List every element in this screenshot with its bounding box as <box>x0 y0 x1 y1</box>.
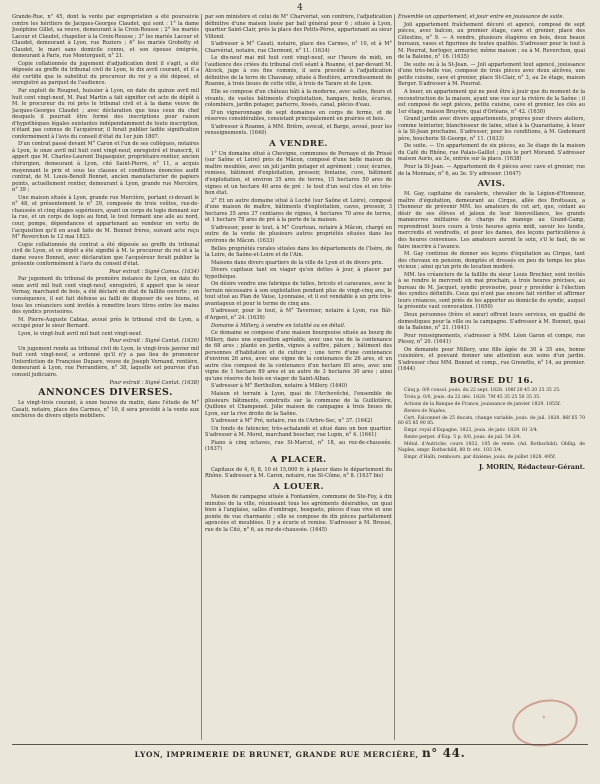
paragraph: De suite. — Un appartement de six pièces, au 3e étage de la maison du Café du Rhône, rue Palais-Gaillot ; puis le port Morand. S'adresser maison Aurio, au 3e, entrée sur la place. (1638) <box>398 143 585 163</box>
paragraph: S'adresser à M° Berthollon, notaire à Millery. (1640) <box>211 383 348 390</box>
bourse-line: Métal. d'Autriche, cours 1832, 105 de rente. (Ad. Rothschild). Obllig. de Naples, empr. Rothschild, 80 fr. etc. 103 3/4. <box>398 442 585 454</box>
paragraph: D'un contrat passé devant M° Caron et l'un de ses collègues, notaires à Lyon, le onze avril mil huit cent vingt-neuf, enregistré et transcrit, il appert que M. Charles-Laurent Dupasquier, propriétaire-rentier, ancien chirurgien, demeurant à Lyon, cité Saint-Pierre, n° 11, a acquis moyennant le prix et sous les clauses et conditions énoncées audit contrat, de M. Louis-Benoît Bonnet, ancien manufacturier de papiers peints, actuellement rentier, demeurant à Lyon, grande rue Mercière, n° 39 ; <box>12 141 199 194</box>
section-heading-bourse: BOURSE DU 16. <box>449 375 534 386</box>
bourse-line: Cinq p. 0/0 consol. jouis. du 22 sept. 1828. 108f 20 45 20 25 35 25. <box>404 387 561 393</box>
paragraph: Par jugement du tribunal de première instance de Lyon, en date du onze avril mil huit cent vingt-neuf, enregistré, il appert que le sieur Vernay, marchand de bois, a été déclaré en état de faillite ouverte ; en conséquence, il est fait défense au failli de disposer de ses biens, et tous les créanciers sont invités à remettre leurs titres entre les mains des syndics provisoires. <box>12 276 199 316</box>
paragraph: M. Pierre-Auguste Cabias, avoué près le tribunal civil de Lyon, a occupé pour le sieur Bernard. <box>12 316 199 330</box>
section-heading-annonces: ANNONCES DIVERSES. <box>38 387 173 399</box>
paragraph: par son ministère et celui de M° Charvériat, son confrère, l'adjudication définitive d'une maison louée par bail général pour 6 ; située à Lyon, quartier Saint-Clair, près la place des Petits-Pères, appartenant au sieur Villond. <box>205 14 392 40</box>
bourse-line: Actions de la Banque de France, jouissance de janvier 1829. 1855f. <box>404 401 561 407</box>
section-heading-a-vendre: A VENDRE. <box>269 138 328 149</box>
bourse-line: Empr. royal d'Espagne, 1823, jouis. de janv. 1829. 81 3/4. <box>404 428 539 434</box>
paragraph: Copie collationnée du jugement d'adjudication dont il s'agit, a été déposée au greffe du tribunal civil de Lyon, le dix avril courant, et il a été certifié que le substitut du procureur du roi y a été déposé, et enregistré au parquet de l'audience. <box>12 60 199 87</box>
paragraph: Grande-Rue, n° 45, dont la vente par expropriation a été poursuivie contre les héritiers de Jacques-Georges Claudet, qui sont : 1° la dame Joséphine Gillet, sa veuve, demeurant à la Croix-Rousse ; 2° les mariés Lacour et Claudet, chapelier à la Croix-Rousse ; 3° les mariés Lacour et Claudet, demeurant à Lyon, rue Roziers ; 4° les mariés Grobotty et Claudet, le mari sans domicile connu, et son épouse émigrée, demeurant à Paris, rue Montorgueil, n° 21. <box>12 14 199 60</box>
paragraph: S'adresser, pour le tout, à M° Tavernier, notaire à Lyon, rue Bât-d'Argent, n° 24. (1639) <box>205 308 392 321</box>
library-stamp: ✦ <box>508 694 582 753</box>
paragraph: MM. les créanciers de la faillite du sieur Louis Brochier, sont invités à se rendre le mercredi six mai prochain, à trois heures précises, au bureau de M. Jacquet, syndic provisoire, pour y procéder à l'élection des syndics définitifs. Ceux qui n'ont pas encore fait vérifier et affirmer leurs créances, sont priés de les apporter au domicile du syndic, auquel la présente vaut convocation. (1650) <box>398 271 585 311</box>
paragraph: S'adresser à M° Casati, notaire, place des Carmes, n° 10, et à M° Charvériat, notaire, rue Clermont, n° 11. (1634) <box>205 41 392 54</box>
paragraph: Maisons dans divers quartiers de la ville de Lyon et de divers prix. <box>211 259 384 266</box>
signature: Pour extrait : Signé Cantat. (1638) <box>109 379 199 386</box>
paragraph: S'adresser à Roanne, à MM. Brière, avocat, et Barge, avoué, pour les renseignements. (1640) <box>205 123 392 137</box>
paragraph: Ce domaine se compose d'une maison bourgeoise située au bourg de Millery, dans une exposition agréable, avec une vue de la contenance de 68 ares ; planté en jardin, vignes à suffire, pâture ; bâtiment des personnes d'habitation et de culture ; une terre d'une contenance d'environ 26 ares, avec une vigne de la contenance de 26 ares, et un autre clos composé de la contenance d'un hectare 85 ares, avec une vigne de 1 hectare 89 ares et un autre de 3 hectares 30 ares ; ainsi qu'une réserve de bois en viager de Saint-Alban. <box>205 330 392 382</box>
paragraph: Copie collationnée du contrat a été déposée au greffe du tribunal civil de Lyon, et ce dépôt a été signifié à M. le procureur du roi et à la dame veuve Bonnet, avec déclaration que l'acquéreur ferait publier la présente conformément à l'avis du conseil d'état. <box>12 241 199 268</box>
paragraph: Deux personnes (frère et sœur) offrent leurs services, en qualité de domestiques pour la ville ou la campagne. S'adresser à M. Bonnet, quai de la Baleine, n° 21. (1641) <box>398 311 585 332</box>
paragraph: Domaine à Millery, à vendre en totalité ou en détail. <box>211 322 346 329</box>
paragraph: Le dix-neuf mai mil huit cent vingt-neuf, sur l'heure de midi, en l'audience des criées du tribunal civil séant à Roanne, et par-devant M. Alcock, juge à ces fins commis, il sera procédé à l'adjudication définitive de la terre de Chavanay, située à Boutière, arrondissement de Roanne, à trois lieues de cette ville, à trois de Tarare et de Lyon. <box>205 55 392 88</box>
bourse-line: Empr. d'Haïti, rembours. par dixième, jouis. de juillet 1828. 495f. <box>404 454 557 460</box>
paragraph: Par exploit de Rougnet, huissier à Lyon, en date du quinze avril mil huit cent vingt-neuf, M. Paul Martin a fait signifier cet acte de dépôt à M. le procureur du roi près le tribunal civil et à la dame veuve de Jacques-Georges Claudet ; avec déclaration que tous ceux du chef desquels il pourrait être formé des inscriptions pour raison d'hypothèques légales existantes indépendamment de toute inscription, n'étant pas connus de l'acquéreur, il ferait publier ladite signification conformément à l'avis du conseil d'état du 1er juin 1807. <box>12 88 199 140</box>
editor-signature: J. MORIN, Rédacteur-Gérant. <box>479 462 585 471</box>
paragraph: Un jugement rendu au tribunal civil de Lyon, le vingt-trois janvier mil huit cent vingt-neuf, a ordonné qu'il n'y a pas lieu de prononcer l'interdiction de Françoise Dupare, veuve de Joseph Vernand, rentière, demeurant à Lyon, rue Ferrandière, n° 38, laquelle est pourvue d'un conseil judiciaire. <box>12 345 199 378</box>
section-heading-a-placer: A PLACER. <box>270 454 327 465</box>
column-2 <box>205 14 392 740</box>
paragraph: S'adresser, pour le tout, à M° Courteau, notaire à Mâcon, chargé en outre de la vente de plusieurs autres propriétés situées dans les environs de Mâcon. (1633) <box>205 224 392 244</box>
signature: Pour extrait : Signé Camus. (1634) <box>109 268 199 275</box>
column-divider <box>394 14 395 740</box>
paragraph: Ensemble un appartement, et jouir entre en jouissance de suite. <box>398 14 564 20</box>
column-divider <box>201 14 202 740</box>
issue-number: n° 44. <box>421 746 466 760</box>
signature: Pour extrait : Signé Cantat. (1636) <box>109 338 199 345</box>
paragraph: Joli appartement fraîchement décoré et agencé, composé de sept pièces, avec balcon, au premier étage, cave et grenier, place des Célestins, n° 9. — A vendre, plusieurs étagères en bois, deux beaux bureaux, vases et figurines de toutes qualités. S'adresser pour le tout à M. Pourrat, horloger, armurier, même maison ; ou à M. Reverchon, quai de la Baleine, n° 16. (1635) <box>398 21 585 61</box>
bourse-section <box>398 376 585 461</box>
footer-rule <box>12 744 588 745</box>
bourse-line: Trois p. 0/0, jouis. du 22 déc. 1828. 79f 45 35 25 50 35 35. <box>404 394 541 400</box>
paragraph: Pour la St-Jean. — Appartement de 4 pièces avec cave et grenier, rue de la Monnaie, n° 6, au 3e. S'y adresser. (1647) <box>398 164 585 177</box>
paragraph: Un fonds de faïencier, très-achalandé et situé dans un bon quartier. S'adresser à M. Morel, marchand boucher, rue Lupin, n° 4. (1641) <box>205 425 392 439</box>
paragraph: De suite ou à la St-Jean. — Joli appartement tout agencé, jouissance d'une très-belle vue, composé de trois pièces avec deux alcôves, une petite cuisine, cave et grenier, place St-Clair, n° 3, au 2e étage, maison Berger. S'adresser à M. Pourrat. <box>398 61 585 88</box>
column-3 <box>398 14 585 740</box>
paragraph: Pour renseignements, s'adresser à MM. Léon Garon et compe, rue Plessy, n° 20. (1641) <box>398 332 585 346</box>
paragraph: Une maison située à Lyon, grande rue Mercière, portant ci-devant le n° 48, et présentement le n° 39, composée de trois voûtes, rez-de-chaussée et cinq étages supérieurs, ayant un corps de logis donnant sur la rue, et un corps de logis au fond, le tout formant une aile au nord, cour, pompe, dépendances et appartenant au vendeur en vertu de l'acquisition qu'il en avait faite de M. Bonnet frères, suivant acte reçu M° Reverchon le 12 mai 1823. <box>12 194 199 241</box>
paragraph: Maison de campagne située à Fontanière, commune de Ste-Foy, à dix minutes de la ville, réunissant tous les agréments désirables, un quai bien à l'anglaise, salles d'ombrage, bosquets, pièces d'eau vive et une pointe de vue charmante ; elle se compose de dix pièces parfaitement agencées et meublées. Il y a écurie et remise. S'adresser à M. Brossé, rue de la Cité, n° 6, au rez-de-chaussée. (1645) <box>205 494 392 533</box>
bourse-line: Rentes de Naples. <box>404 408 447 414</box>
paragraph: Capitaux de 4, 6, 8, 10 et 15,000 fr. à placer dans le département du Rhône. S'adresser à M. Caron, notaire, rue St-Côme, n° 8. (1637 bis) <box>205 466 392 480</box>
paragraph: Grand jardin avec divers appartements, propres pour divers ateliers, comme teinturier, blanchisseur de laine, situé à la Quarantaine, à louer à la St-Jean prochaine. S'adresser, pour les conditions, à M. Godemard père, boucherie St-George, n° 11. (1633) <box>398 116 585 142</box>
paragraph: S'adresser à M° Pré, notaire, rue de l'Arbre-Sec, n° 37. (1642) <box>211 418 373 425</box>
paragraph: M. Gay continue de donner ses leçons d'équitation au Cirque, tant des chevaux en pension, domptés et dressés en peu de temps les plus vicieux ; ainsi qu'un prix de location modéré. <box>398 251 585 271</box>
paragraph: Le vingt-trois courant, à onze heures du matin, dans l'étude de M° Casati, notaire, place des Carmes, n° 10, il sera procédé à la vente aux enchères de divers objets mobiliers. <box>12 400 199 420</box>
section-heading-a-louer: A LOUER. <box>273 482 324 492</box>
paragraph: Elle se compose d'un château bâti à la moderne, avec salles, fleurs et vivants, de vastes bâtiments d'exploitation, hangars, fenils, écuries, colombiers, jardin potager, parterre, fossés, canal, pièces d'eau. <box>205 89 392 109</box>
imprint-text: LYON, IMPRIMERIE DE BRUNET, GRANDE RUE MERCIÈRE, <box>134 750 419 759</box>
bourse-line: Cert. Falconnet de 25 ducats, change variable, jouis. de juil. 1828. 86f 65 70 60 65 85 90 85. <box>398 415 585 427</box>
column-1 <box>12 14 199 740</box>
page-number: 4 <box>297 3 303 13</box>
paragraph: D'un vigneronnage de sept domaines en corps de ferme, et de réserves considérables, consistant principalement en prairies et bois. <box>205 109 392 123</box>
paragraph: A louer, un appartement qui ne peut être à jouir que du moment de la reconstruction de la maison, ayant une vue sur la rivière de la Saône ; il est composé de sept pièces, petite cuisine, cave et grenier, les clés au 1er étage, maison Bruyère, quai d'Orléans, n° 42. (1630) <box>398 89 585 115</box>
paragraph: Maison et terrain à Lyon, quai de l'Archevêché, l'ensemble de plusieurs bâtiments, construits sur la commune de la Guillotière, Quillons et Champenet. Jolie maison de campagne à trois lieues de Lyon, sur la rive droite de la Saône. <box>205 390 392 417</box>
bourse-line: Rente perpet. d'Esp. 5 p. 0/0, jouis. de juil. 54 3/4. <box>404 435 522 441</box>
paragraph: On demande pour Millery, une fille âgée de 30 à 35 ans, bonne cuisinière, et pouvant donner une attention aux soins d'un jardin. S'adresser chez MM. Bonnet et comp., rue Grenette, n° 14, au premier. (1644) <box>398 346 585 373</box>
printer-imprint <box>0 746 600 760</box>
paragraph: Piano à cinq octaves, rue St-Marcel, n° 18, au rez-de-chaussée. (1637) <box>205 439 392 453</box>
section-heading-avis: AVIS. <box>477 179 506 190</box>
paragraph: Belles propriétés rurales situées dans les départements de l'Isère, de la Loire, de Saône-et-Loire et de l'Ain. <box>205 245 392 259</box>
paragraph: Divers capitaux tant en viager qu'en dettes à jour, à placer par hypothèque. <box>205 267 392 280</box>
paragraph: 1° Un domaine situé à Chevigne, communes de Pernaye et de Prissé (sur Saône et Loire) près de Mâcon, composé d'une belle maison de maître meublée, avec un joli jardin potager et agrément ; cour, écuries, remises, bâtiment d'exploitation, pressoir, fontaine, cuve, bâtiment d'exploitation, et environ 35 ares de terres, 15 hectares 50 ares de vignes et un hectare 40 ares de pré : le tout d'un seul clos et en très-bon état. <box>205 150 392 197</box>
paragraph: M. Gay, capitaine de cavalerie, chevalier de la Légion-d'Honneur, maître d'équitation, demeurant au Cirque, allée des Brotteaux, a l'honneur de prévenir MM. les amateurs de cet art, que, cédant au désir de ses élèves et jaloux de leur bienveillance, les grands manœuvres militaires de charge du manège au Grand-Camp, reprendront leurs cours à trois heures après midi, savoir les lundis, mercredis et vendredis, et pour les dames, des leçons particulières à des heures convenues. Les amateurs auront le soin, s'il le faut, de se faire inscrire à l'avance. <box>398 191 585 250</box>
paragraph: Lyon, le vingt-huit avril mil huit cent vingt-neuf. <box>18 330 143 337</box>
paragraph: On désire vendre une fabrique de tulles, bricots et caravanes, avec le terrain nécessaire à son exploitation pendant plus de vingt-cinq ans, le tout situé au Plan de Vaise, Lyonnaise, et il est vendable à un prix très-avantageux et pour le terme de cinq ans. <box>205 281 392 307</box>
paragraph: 2° Et un autre domaine situé à Loché (sur Saône et Loire), composé d'une maison de maître, bâtiments d'exploitation, caves, pressoir, 3 hectares 35 ares 37 centiares de vignes, 4 hectares 70 ares de terres, et 1 hectare 78 ares de pré à la porte de la maison. <box>205 197 392 224</box>
